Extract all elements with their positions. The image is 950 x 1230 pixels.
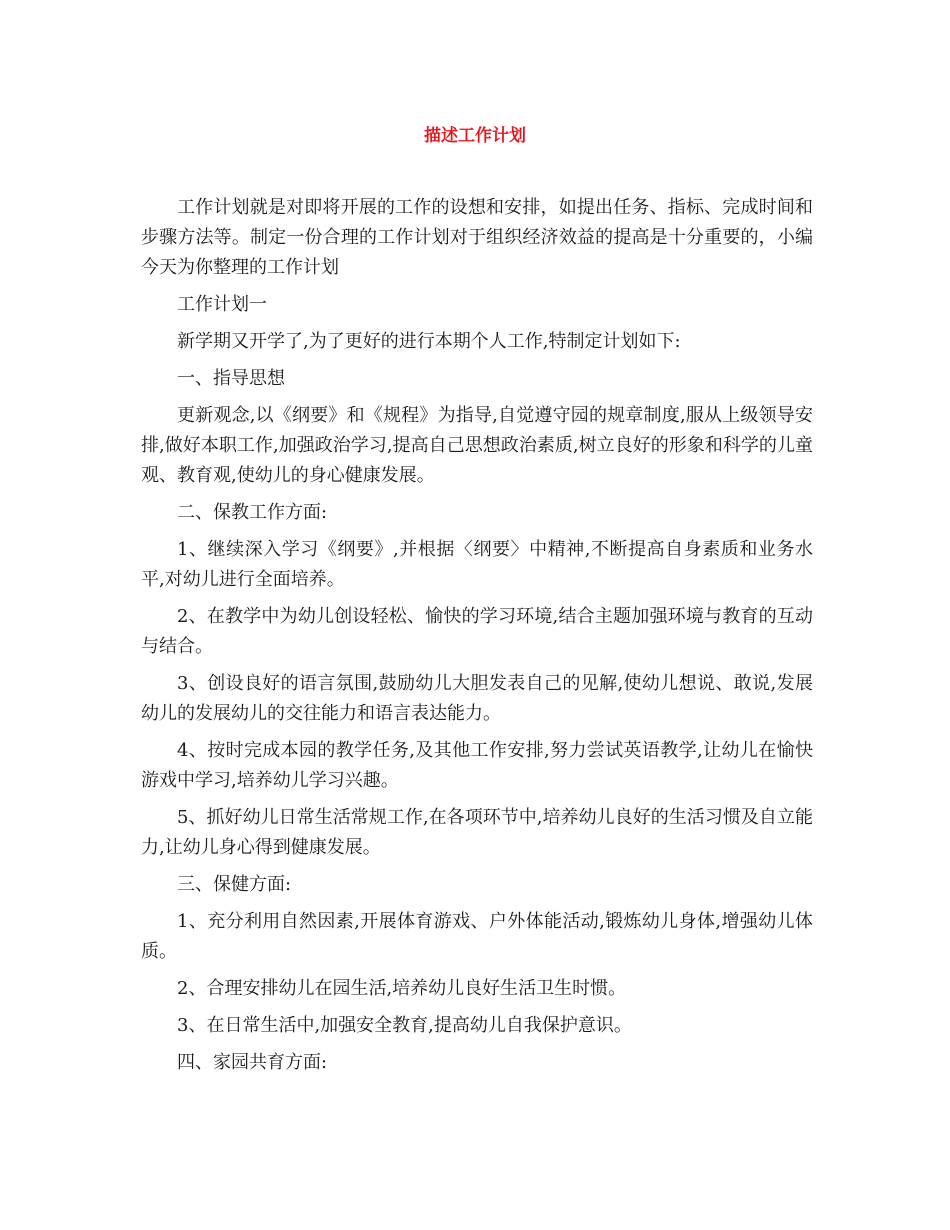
document-body	[141, 193, 813, 1085]
list-item: 4、按时完成本园的教学任务,及其他工作安排,努力尝试英语教学,让幼儿在愉快游戏中学习,培养幼儿学习兴趣。	[141, 740, 813, 791]
section-heading-plan-one: 工作计划一	[177, 294, 267, 315]
paragraph: 更新观念,以《纲要》和《规程》为指导,自觉遵守园的规章制度,服从上级领导安排,做好本职工作,加强政治学习,提高自己思想政治素质,树立良好的形象和科学的儿童观、教育观,使幼儿的身心健康发展。	[141, 405, 813, 486]
list-item: 5、抓好幼儿日常生活常规工作,在各项环节中,培养幼儿良好的生活习惯及自立能力,让幼儿身心得到健康发展。	[141, 807, 813, 858]
list-item: 2、在教学中为幼儿创设轻松、愉快的学习环境,结合主题加强环境与教育的互动与结合。	[141, 606, 813, 657]
list-item: 1、继续深入学习《纲要》,并根据〈纲要〉中精神,不断提高自身素质和业务水平,对幼儿进行全面培养。	[141, 539, 813, 590]
paragraph-intro: 工作计划就是对即将开展的工作的设想和安排，如提出任务、指标、完成时间和步骤方法等。制定一份合理的工作计划对于组织经济效益的提高是十分重要的，小编今天为你整理的工作计划	[141, 197, 813, 278]
section-heading: 一、指导思想	[177, 368, 285, 389]
list-item: 2、合理安排幼儿在园生活,培养幼儿良好生活卫生时惯。	[177, 978, 627, 999]
section-heading: 四、家园共育方面:	[177, 1052, 328, 1073]
section-heading: 三、保健方面:	[177, 874, 292, 895]
section-heading: 二、保教工作方面:	[177, 502, 328, 523]
list-item: 3、在日常生活中,加强安全教育,提高幼儿自我保护意识。	[177, 1015, 632, 1036]
paragraph: 新学期又开学了,为了更好的进行本期个人工作,特制定计划如下:	[177, 331, 681, 352]
document-title: 描述工作计划	[424, 126, 526, 146]
list-item: 1、充分利用自然因素,开展体育游戏、户外体能活动,锻炼幼儿身体,增强幼儿体质。	[141, 911, 813, 962]
list-item: 3、创设良好的语言氛围,鼓励幼儿大胆发表自己的见解,使幼儿想说、敢说,发展幼儿的发展幼儿的交往能力和语言表达能力。	[141, 673, 813, 724]
